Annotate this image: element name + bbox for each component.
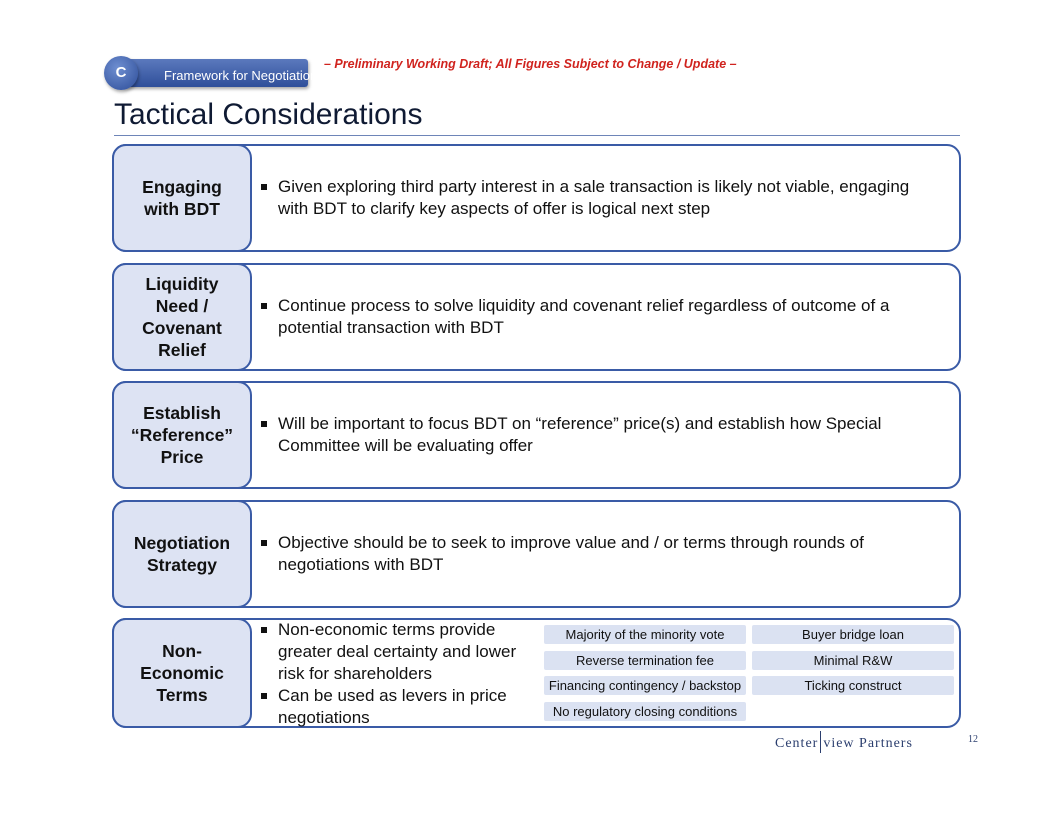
bullet-text: Non-economic terms provide greater deal certainty and lower risk for shareholders [260, 619, 528, 685]
page-title: Tactical Considerations [114, 98, 423, 131]
section-letter-badge: C [104, 56, 138, 90]
term-chip: No regulatory closing conditions [544, 702, 746, 721]
term-chip: Minimal R&W [752, 651, 954, 670]
page-number: 12 [968, 734, 978, 745]
row-label: Liquidity Need / Covenant Relief [112, 263, 252, 371]
logo-text-right: view Partners [823, 736, 913, 751]
row-body [260, 146, 919, 250]
term-chip: Financing contingency / backstop [544, 676, 746, 695]
title-divider [114, 135, 960, 136]
term-chip: Ticking construct [752, 676, 954, 695]
logo-text-left: Center [775, 736, 819, 751]
row-label: Engaging with BDT [112, 144, 252, 252]
row-body [260, 619, 528, 726]
row-engaging-with-bdt [112, 144, 961, 252]
row-liquidity-need [112, 263, 961, 371]
logo-divider [820, 731, 821, 753]
section-label: Framework for Negotiation [164, 68, 318, 83]
term-chip: Majority of the minority vote [544, 625, 746, 644]
row-label: Establish “Reference” Price [112, 381, 252, 489]
bullet-text: Will be important to focus BDT on “reference” price(s) and establish how Special Committee will be evaluating offer [260, 413, 919, 457]
term-chip: Reverse termination fee [544, 651, 746, 670]
bullet-text: Objective should be to seek to improve value and / or terms through rounds of negotiations with BDT [260, 532, 919, 576]
row-negotiation-strategy [112, 500, 961, 608]
row-label: Negotiation Strategy [112, 500, 252, 608]
row-label: Non-Economic Terms [112, 618, 252, 728]
row-body [260, 502, 919, 606]
section-tag-bar [122, 59, 318, 87]
draft-note: – Preliminary Working Draft; All Figures Subject to Change / Update – [324, 57, 737, 71]
row-reference-price [112, 381, 961, 489]
term-chip: Buyer bridge loan [752, 625, 954, 644]
section-tag [104, 56, 318, 92]
row-non-economic-terms [112, 618, 961, 728]
bullet-text: Can be used as levers in price negotiations [260, 685, 528, 729]
row-body [260, 265, 919, 369]
bullet-text: Continue process to solve liquidity and covenant relief regardless of outcome of a potential transaction with BDT [260, 295, 919, 339]
bullet-text: Given exploring third party interest in a sale transaction is likely not viable, engaging with BDT to clarify key aspects of offer is logical next step [260, 176, 919, 220]
centerview-partners-logo [775, 731, 913, 753]
row-body [260, 383, 919, 487]
